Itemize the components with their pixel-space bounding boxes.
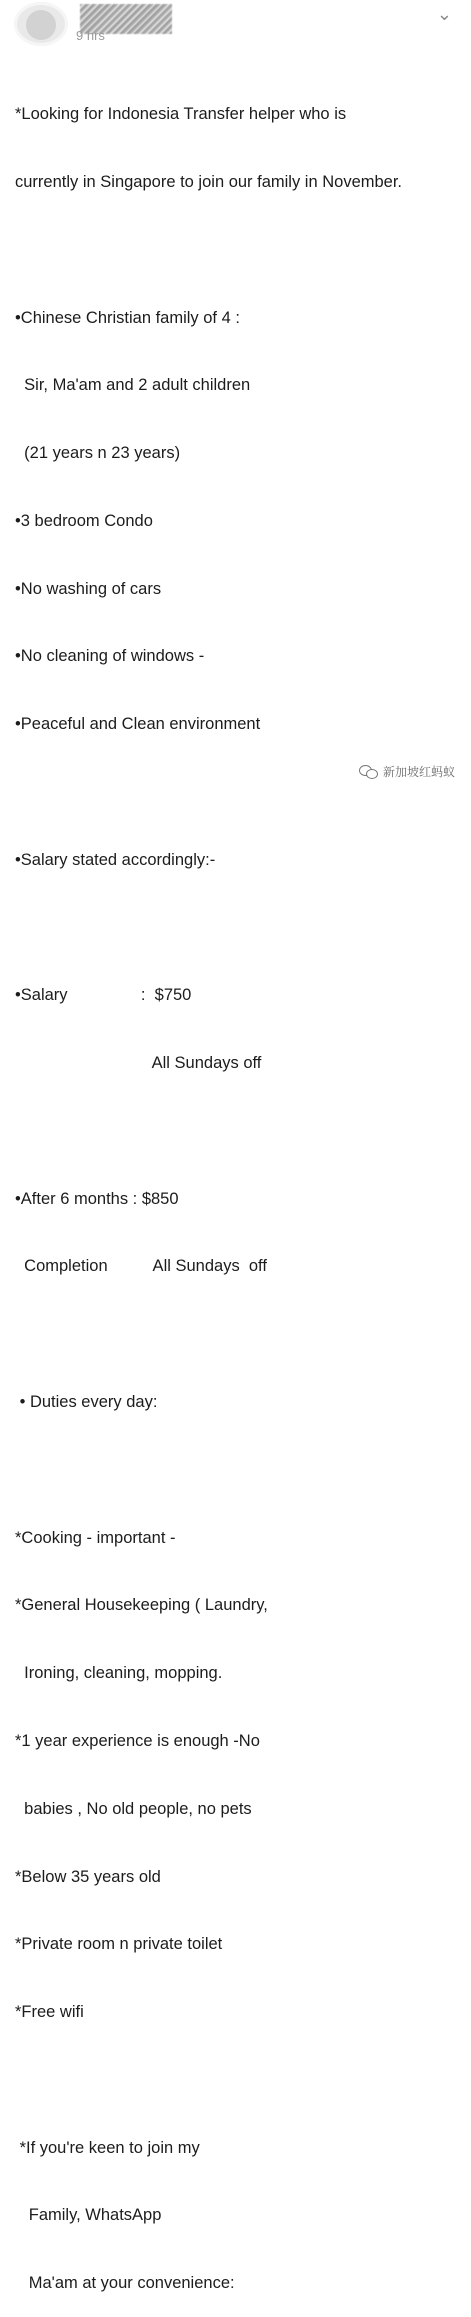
post-line: babies , No old people, no pets: [15, 1799, 252, 1818]
post-line: *If you're keen to join my: [15, 2138, 200, 2157]
post-line: Sir, Ma'am and 2 adult children: [15, 376, 251, 395]
post-line: [15, 239, 465, 262]
post-timestamp: 9 hrs: [76, 28, 105, 43]
post-line: *Cooking - important -: [15, 1528, 176, 1547]
post-line: currently in Singapore to join our family in November.: [15, 172, 403, 191]
avatar[interactable]: [14, 2, 68, 46]
post-line: Ma'am at your convenience:: [15, 2274, 235, 2293]
post-line: •Peaceful and Clean environment: [15, 715, 261, 734]
post-line: *Looking for Indonesia Transfer helper who is: [15, 105, 347, 124]
post-line: Ironing, cleaning, mopping.: [15, 1664, 223, 1683]
post-line: *Free wifi: [15, 2003, 84, 2022]
post-line: • Duties every day:: [15, 1393, 158, 1412]
post-header: [0, 0, 471, 52]
post-line: Family, WhatsApp: [15, 2206, 162, 2225]
post-line: •Chinese Christian family of 4 :: [15, 308, 240, 327]
post-line: •Salary : $750: [15, 986, 192, 1005]
post-line: All Sundays off: [15, 1054, 262, 1073]
post-line: [15, 1120, 465, 1143]
post-line: •No washing of cars: [15, 579, 162, 598]
post-line: •After 6 months : $850: [15, 1189, 179, 1208]
post-line: [15, 781, 465, 804]
post-line: *1 year experience is enough -No: [15, 1731, 260, 1750]
post-line: [15, 1459, 465, 1482]
watermark: [359, 763, 455, 780]
post-line: (21 years n 23 years): [15, 444, 181, 463]
post-line: [15, 1323, 465, 1346]
post-text: [15, 58, 465, 2317]
wechat-icon: [359, 765, 379, 779]
post-line: *Below 35 years old: [15, 1867, 161, 1886]
post-line: •Salary stated accordingly:-: [15, 850, 216, 869]
post-line: •3 bedroom Condo: [15, 511, 153, 530]
more-options-icon[interactable]: ⌄: [436, 4, 453, 24]
post-line: [15, 2069, 465, 2092]
post-line: *Private room n private toilet: [15, 1935, 223, 1954]
post-line: •No cleaning of windows -: [15, 647, 205, 666]
watermark-text: 新加坡红蚂蚁: [382, 765, 455, 779]
post-line: *General Housekeeping ( Laundry,: [15, 1596, 268, 1615]
post-line: Completion All Sundays off: [15, 1257, 267, 1276]
post-line: [15, 917, 465, 940]
